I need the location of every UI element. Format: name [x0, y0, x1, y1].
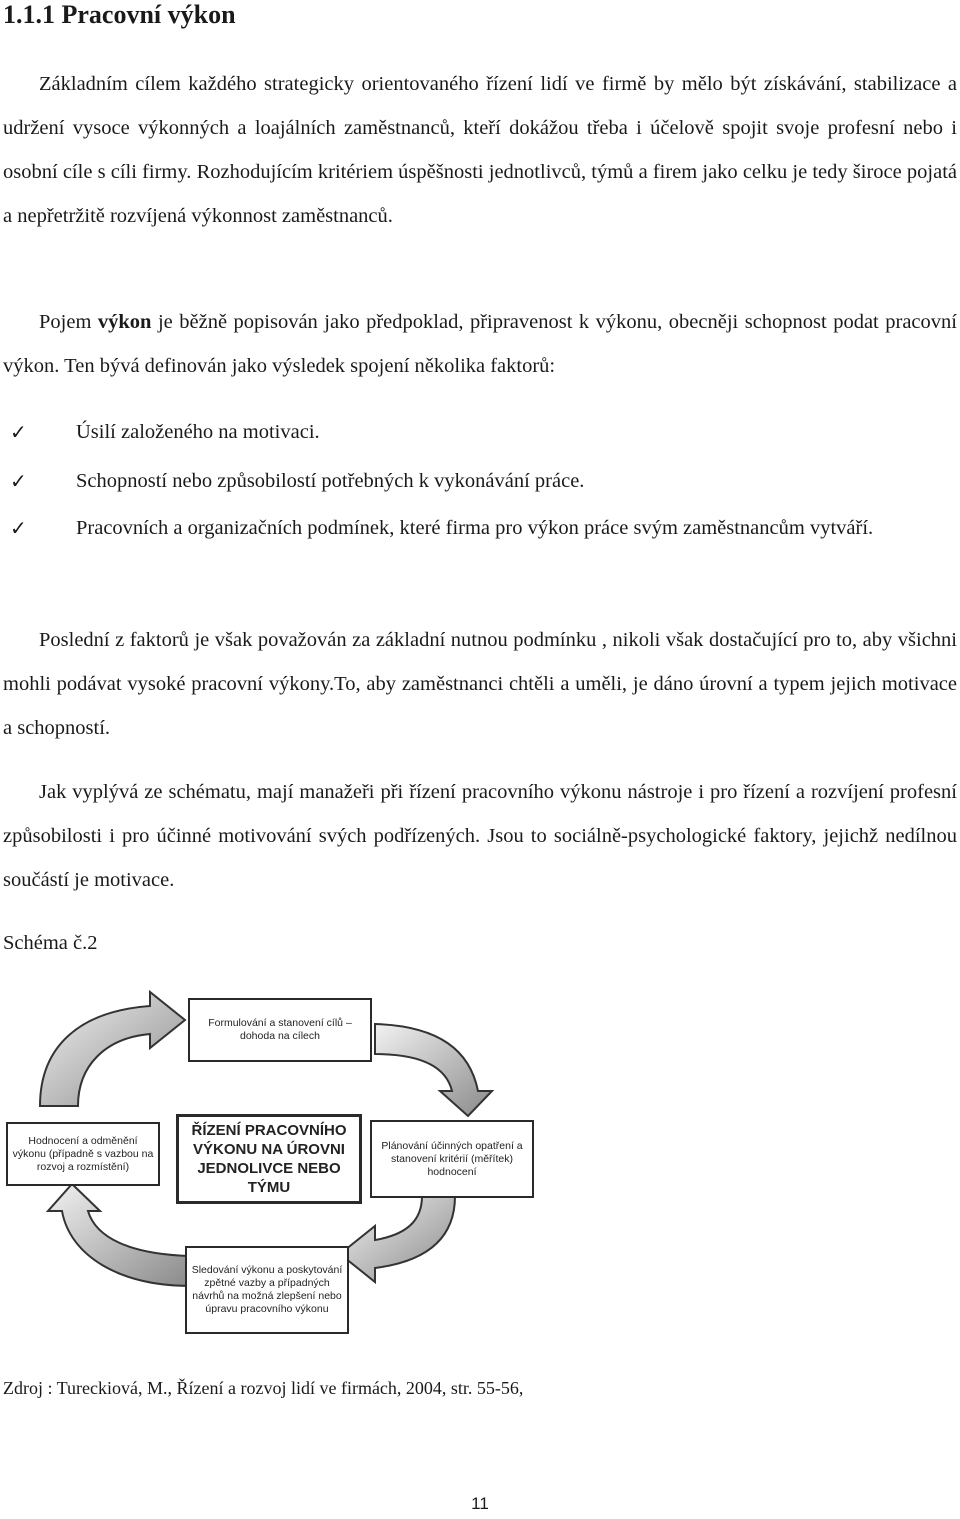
diagram-box-planning-text: Plánování účinných opatření a stanovení kritérií (měřítek) hodnocení	[381, 1139, 523, 1178]
paragraph-definition-rest: je běžně popisován jako předpoklad, připravenost k výkonu, obecněji schopnost podat pracovní výkon. Ten bývá definován jako výsledek spojení několika faktorů:	[3, 311, 957, 377]
paragraph-definition-start: Pojem	[39, 311, 98, 333]
factor-checklist	[10, 408, 957, 551]
checkmark-icon: ✓	[10, 420, 27, 444]
schema-caption: Schéma č.2	[3, 932, 98, 954]
checklist-item-text: Úsilí založeného na motivaci.	[76, 421, 320, 443]
paragraph-intro: Základním cílem každého strategicky orientovaného řízení lidí ve firmě by mělo být získávání, stabilizace a udržení vysoce výkonných a loajálních zaměstnanců, kteří dokážou třeba i účelově spojit svoje profesní nebo i osobní cíle s cíli firmy. Rozhodujícím kritériem úspěšnosti jednotlivců, týmů a firem jako celku je tedy široce pojatá a nepřetržitě rozvíjená výkonnost zaměstnanců.	[3, 73, 957, 227]
page-number: 11	[471, 1494, 489, 1513]
diagram-box-monitoring-text: Sledování výkonu a poskytování zpětné vazby a případných návrhů na možná zlepšení nebo úpravu pracovního výkonu	[191, 1264, 343, 1315]
term-vykon: výkon	[97, 311, 152, 333]
checklist-item	[10, 408, 957, 457]
section-heading: 1.1.1 Pracovní výkon	[3, 0, 236, 29]
paragraph-conclusion: Poslední z faktorů je však považován za základní nutnou podmínku , nikoli však dostačující pro to, aby všichni mohli podávat vysoké pracovní výkony.To, aby zaměstnanci chtěli a uměli, je dáno úrovní a typem jejich motivace a schopností.	[3, 629, 957, 739]
diagram-box-center	[176, 1114, 362, 1204]
diagram-box-evaluation-text: Hodnocení a odměnění výkonu (případně s vazbou na rozvoj a rozmístění)	[12, 1134, 154, 1173]
diagram-box-evaluation	[6, 1122, 160, 1186]
paragraph-definition	[3, 300, 957, 388]
paragraph-schema-intro: Jak vyplývá ze schématu, mají manažeři při řízení pracovního výkonu nástroje i pro řízení a rozvíjení profesní způsobilosti i pro účinné motivování svých podřízených. Jsou to sociálně-psychologické faktory, jejichž nedílnou součástí je motivace.	[3, 781, 957, 891]
diagram-box-planning	[370, 1120, 534, 1198]
performance-management-diagram	[0, 986, 960, 1354]
checklist-item	[10, 457, 957, 506]
diagram-box-center-text: ŘÍZENÍ PRACOVNÍHO VÝKONU NA ÚROVNI JEDNOLIVCE NEBO TÝMU	[191, 1122, 347, 1196]
checklist-item-text: Pracovních a organizačních podmínek, které firma pro výkon práce svým zaměstnancům vytváří.	[76, 517, 874, 539]
diagram-box-goals	[188, 998, 372, 1062]
checkmark-icon: ✓	[10, 516, 27, 540]
source-citation: Zdroj : Tureckiová, M., Řízení a rozvoj lidí ve firmách, 2004, str. 55-56,	[3, 1378, 524, 1398]
diagram-box-goals-text: Formulování a stanovení cílů – dohoda na cílech	[208, 1017, 352, 1042]
checkmark-icon: ✓	[10, 469, 27, 493]
checklist-item	[10, 506, 957, 551]
checklist-item-text: Schopností nebo způsobilostí potřebných k vykonávání práce.	[76, 470, 585, 492]
diagram-box-monitoring	[185, 1246, 349, 1334]
